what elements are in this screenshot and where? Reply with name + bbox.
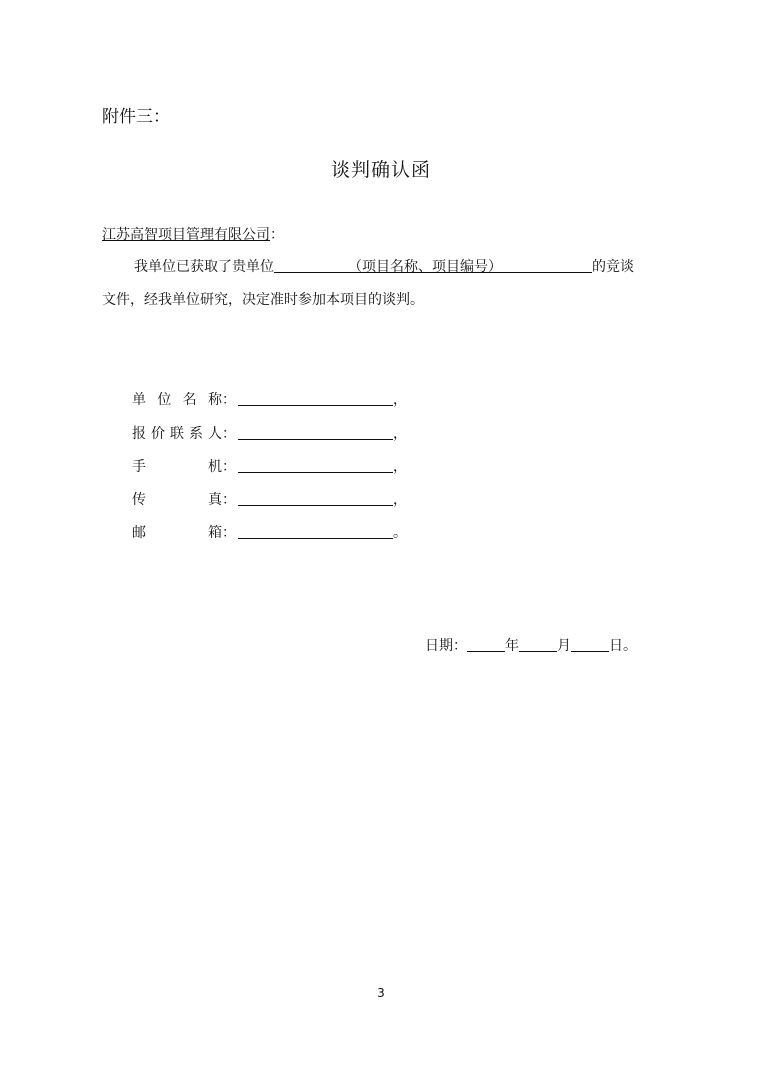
field-mobile (132, 456, 407, 476)
field-label: 单位名称 (132, 392, 222, 408)
year-label: 年 (505, 638, 519, 654)
day-label: 日。 (609, 638, 637, 654)
field-end: 。 (393, 525, 407, 541)
field-label: 邮箱 (132, 525, 222, 541)
addressee (102, 224, 284, 244)
field-end: ， (393, 459, 407, 475)
mobile-input[interactable] (238, 458, 393, 473)
email-input[interactable] (238, 524, 393, 539)
field-label: 报价联系人 (132, 426, 222, 442)
field-colon: ： (222, 492, 236, 508)
document-title: 谈判确认函 (330, 159, 431, 181)
date-label: 日期： (425, 638, 467, 654)
paragraph-line-2: 文件，经我单位研究，决定准时参加本项目的谈判。 (102, 292, 424, 308)
month-blank[interactable] (519, 637, 557, 652)
unit-name-input[interactable] (238, 391, 393, 406)
page-number: 3 (377, 986, 385, 1000)
unit-name-blank[interactable] (274, 258, 348, 273)
field-email (132, 522, 407, 542)
paragraph-line-1 (134, 256, 634, 276)
field-contact-person (132, 423, 407, 443)
addressee-colon: ： (270, 227, 284, 243)
addressee-name: 江苏高智项目管理有限公司 (102, 227, 270, 243)
field-label: 传真 (132, 492, 222, 508)
date-line (425, 635, 637, 655)
field-unit-name (132, 389, 407, 409)
day-blank[interactable] (571, 637, 609, 652)
field-end: ， (393, 492, 407, 508)
project-number-blank[interactable] (502, 258, 592, 273)
paragraph-text-1: 我单位已获取了贵单位 (134, 259, 274, 275)
attachment-label: 附件三： (102, 107, 170, 127)
month-label: 月 (557, 638, 571, 654)
field-fax (132, 489, 407, 509)
field-colon: ： (222, 426, 236, 442)
field-end: ， (393, 392, 407, 408)
fax-input[interactable] (238, 491, 393, 506)
year-blank[interactable] (467, 637, 505, 652)
contact-person-input[interactable] (238, 425, 393, 440)
field-end: ， (393, 426, 407, 442)
field-label: 手机 (132, 459, 222, 475)
paragraph-text-2: 的竞谈 (592, 259, 634, 275)
field-colon: ： (222, 525, 236, 541)
field-colon: ： (222, 392, 236, 408)
field-colon: ： (222, 459, 236, 475)
project-info-paren: （项目名称、项目编号） (348, 259, 502, 275)
